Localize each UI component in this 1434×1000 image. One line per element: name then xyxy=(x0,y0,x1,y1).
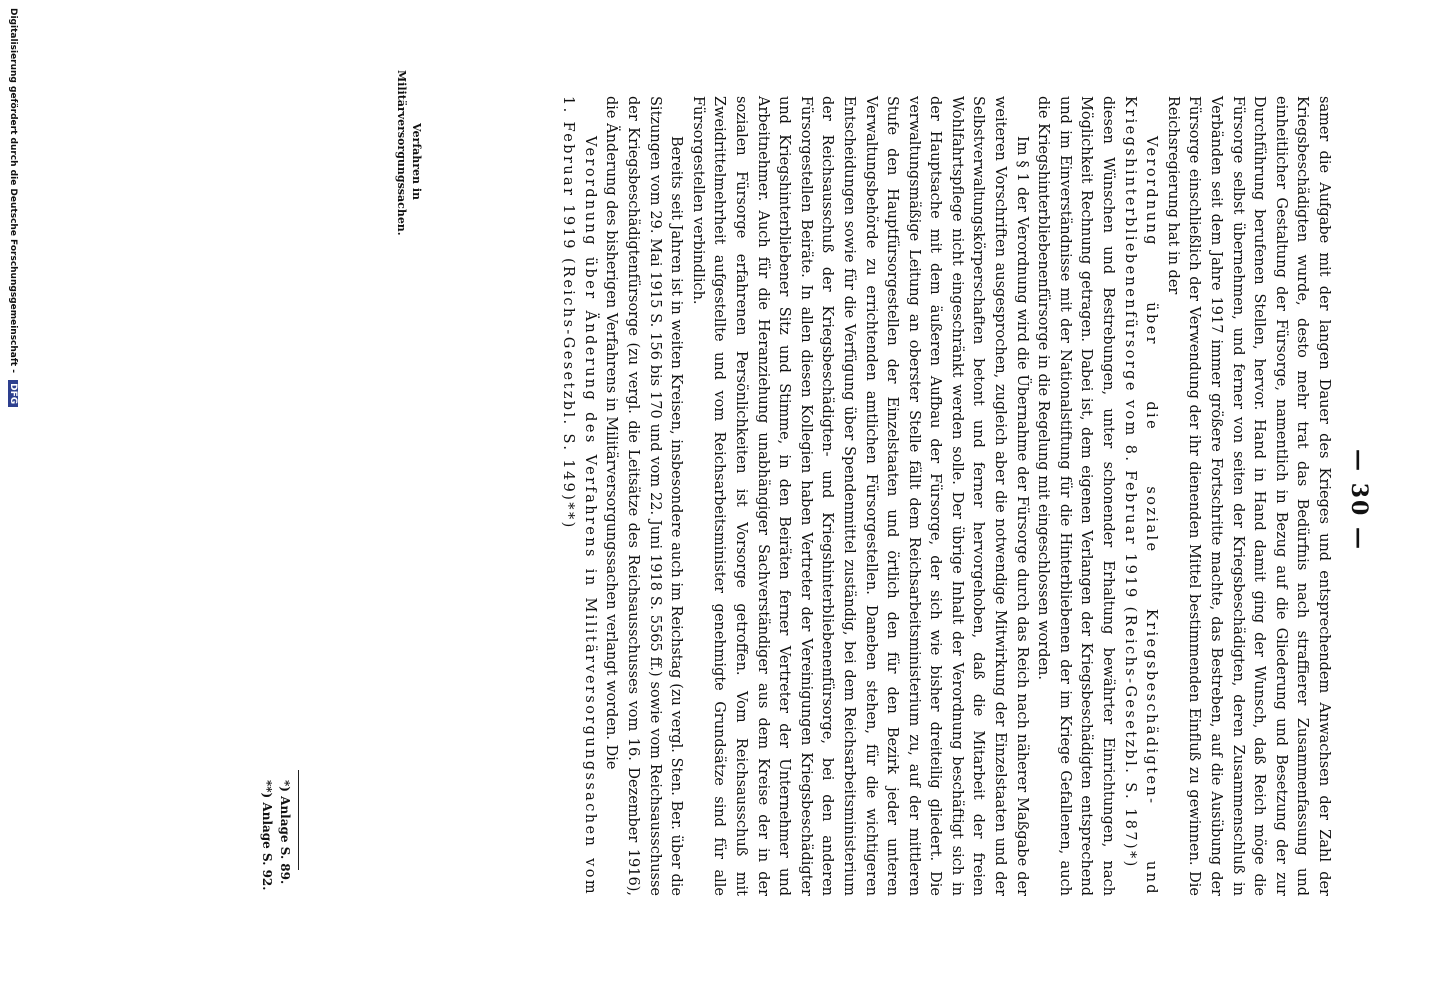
footnote-divider xyxy=(298,770,299,870)
paragraph-2: diesen Wünschen und Bestrebungen, unter schonender Erhaltung bewährter Einrichtungen, nach Möglichkeit Rechnung getragen. Dabei ist, dem eigenen Verlangen der Kriegsbeschädigten entsprechend und im Einverständnisse mit der Nationalstiftung für die Hinterbliebenen der im Kriege Gefallenen, auch die Kriegshinterbliebenenfürsorge in die Regelung mit eingeschlossen worden. xyxy=(1035,96,1117,896)
footnote-1: *) Anlage S. 89. xyxy=(278,780,292,885)
footnotes xyxy=(258,780,294,980)
page-number: — 30 — xyxy=(1346,449,1372,551)
paragraph-4: Bereits seit Jahren ist in weiten Kreisen, insbesondere auch im Reichstag (zu vergl. Sten. Ber. über die Sitzungen vom 29. Mai 1915 S. 156 bis 170 und vom 22. Juni 1918 S. 5565 ff.) sowie vom Reichsausschusse der Kriegsbeschädigtenfürsorge (zu vergl. die Leitsätze des Reichsausschusses vom 16. Dezember 1916), die Änderung des bisherigen Verfahrens in Militärversorgungssachen verlangt worden. Die xyxy=(603,96,685,896)
regulation-heading-2: Verordnung über Änderung des Verfahrens in Militärversorgungssachen vom 1. Februar 1919 (Reichs-Gesetzbl. S. 149)**) xyxy=(560,96,598,896)
digitization-credit xyxy=(8,8,18,407)
body-text xyxy=(557,96,1334,896)
credit-text: Digitalisierung gefördert durch die Deutsche Forschungsgemeinschaft - xyxy=(8,8,18,373)
footnote-2: **) Anlage S. 92. xyxy=(260,780,274,891)
paragraph-1: samer die Aufgabe mit der langen Dauer des Krieges und entsprechendem Anwachsen der Zahl der Kriegsbeschädigten wurde, desto mehr trat das Bedürfnis nach straffierer Zusammenfassung und einheitlicher Gestaltung der Fürsorge, namentlich in Bezug auf die Gliederung und Besetzung der zur Durchführung berufenen Stellen, hervor. Hand in Hand damit ging der Wunsch, daß Reich möge die Fürsorge selbst übernehmen, und ferner von seiten der Kriegsbeschädigten, deren Zusammenschluß in Verbänden seit dem Jahre 1917 immer größere Fortschritte machte, das Bestreben, auf die Ausübung der Fürsorge einschließlich der Verwendung der ihr dienenden Mittel bestimmenden Einfluß zu gewinnen. Die Reichsregierung hat in der xyxy=(1164,96,1332,896)
regulation-heading-1: Verordnung über die soziale Kriegsbeschädigten- und Kriegshinterbliebenenfürsorge vom 8. Februar 1919 (Reichs-Gesetzbl. S. 187)*) xyxy=(1121,96,1160,896)
dfg-logo: DFG xyxy=(8,380,18,407)
margin-note: Verfahren in Militärversorgungssachen. xyxy=(395,70,423,236)
paragraph-3: Im § 1 der Verordnung wird die Übernahme der Fürsorge durch das Reich nach näherer Maßgabe der weiteren Vorschriften ausgesprochen, zugleich aber die notwendige Mitwirkung der Einzelstaaten und der Selbstverwaltungskörperschaften betont und ferner hervorgehoben, daß die Mitarbeit der freien Wohlfahrtspflege nicht eingeschränkt werden solle. Der übrige Inhalt der Verordnung beschäftigt sich in der Hauptsache mit dem äußeren Aufbau der Fürsorge, der sich wie bisher dreiteilig gliedert. Die verwaltungsmäßige Leitung an oberster Stelle fällt dem Reichsarbeitsministerium zu, auf der mittleren Stufe den Hauptfürsorgestellen der Einzelstaaten und örtlich den für den Bezirk jeder unteren Verwaltungsbehörde zu errichtenden amtlichen Fürsorgestellen. Daneben stehen, für die wichtigeren Entscheidungen sowie für die Verfügung über Spendenmittel zuständig, bei dem Reichsarbeitsministerium der Reichsausschuß der Kriegsbeschädigten- und Kriegshinterbliebenenfürsorge, bei den anderen Fürsorgestellen Beiräte. In allen diesen Kollegien haben Vertreter der Vereinigungen Kriegsbeschädigter und Kriegshinterbliebener Sitz und Stimme, in den Beiräten ferner Vertreter der Unternehmer und Arbeitnehmer. Auch für die Heranziehung unabhängiger Sachverständiger aus dem Kreise der in der sozialen Fürsorge erfahrenen Persönlichkeiten ist Vorsorge getroffen. Vom Reichsausschuß mit Zweidrittelmehrheit aufgestellte und vom Reichsarbeitsminister genehmigte Grundsätze sind für alle Fürsorgestellen verbindlich. xyxy=(689,96,1030,896)
